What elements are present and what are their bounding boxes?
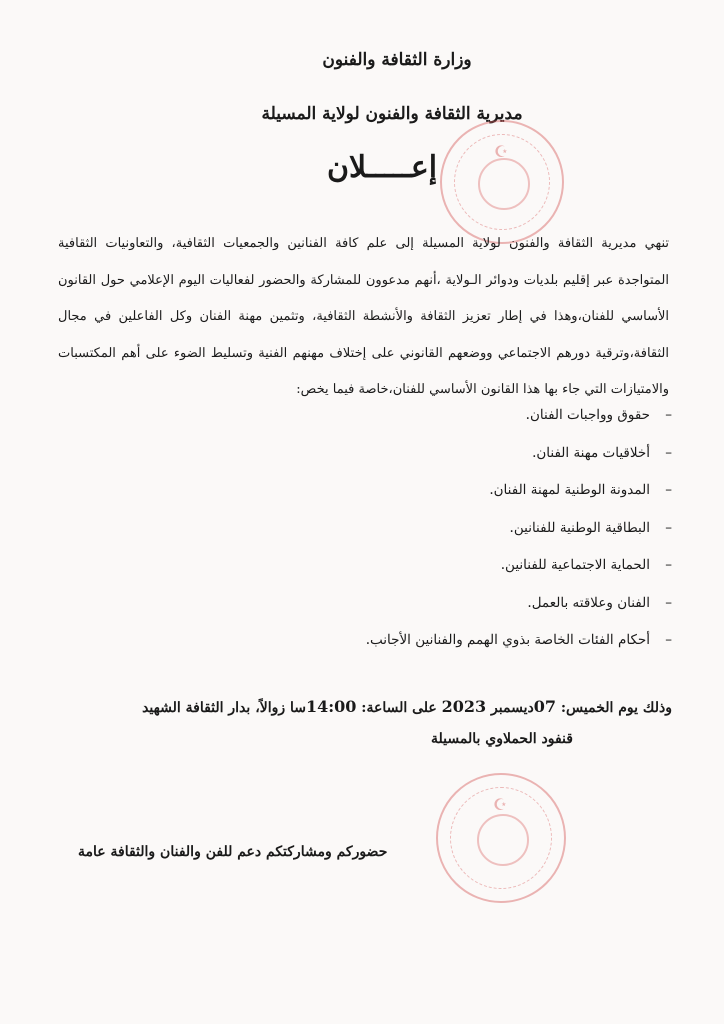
closing-statement: حضوركم ومشاركتكم دعم للفن والفنان والثقافة عامة xyxy=(78,844,388,860)
list-item-text: المدونة الوطنية لمهنة الفنان. xyxy=(489,482,650,498)
announcement-title: إعـــــلان xyxy=(326,150,438,185)
list-item-text: الفنان وعلاقته بالعمل. xyxy=(527,594,650,611)
seal-emblem xyxy=(478,158,530,210)
announcement-paragraph: تنهي مديرية الثقافة والفنون لولاية المسيلة إلى علم كافة الفنانين والجمعيات الثقافية، والتعاونيات الثقافية المتواجدة عبر إقليم بلديات ودوائر الـولاية ،أنهم مدعوون للمشاركة والحضور لفعاليات اليوم الإعلامي حول القانون الأساسي للفنان،وهذا في إطار تعزيز الثقافة والأنشطة الثقافية، وتثمين مهنة الفنان وكل الفاعلين في مجال الثقافة،وترقية دورهم الاجتماعي ووضعهم القانوني على إختلاف مهنهم الفنية وتسليط الضوء على أهم المكتسبات والامتيازات التي جاء بها هذا القانون الأساسي للفنان،خاصة فيما يخص: xyxy=(58,236,669,397)
official-seal-icon xyxy=(436,773,566,903)
list-item xyxy=(366,397,672,435)
list-item xyxy=(366,622,672,660)
event-day-label: وذلك يوم الخميس: xyxy=(555,700,672,716)
dash-bullet: – xyxy=(665,632,672,648)
dash-bullet: – xyxy=(665,482,672,498)
topics-list xyxy=(366,397,672,660)
list-item-text: حقوق وواجبات الفنان. xyxy=(525,407,650,423)
list-item xyxy=(366,435,672,473)
event-month: ديسمبر xyxy=(486,700,534,716)
event-time: 14:00 xyxy=(305,697,357,716)
list-item-text: الحماية الاجتماعية للفنانين. xyxy=(500,557,650,573)
ministry-heading: وزارة الثقافة والفنون xyxy=(322,50,472,70)
dash-bullet: – xyxy=(665,407,672,423)
directorate-heading: مديرية الثقافة والفنون لولاية المسيلة xyxy=(261,104,523,124)
dash-bullet: – xyxy=(665,594,672,611)
event-venue: قنفود الحملاوي بالمسيلة xyxy=(431,731,573,747)
dash-bullet: – xyxy=(665,557,672,573)
event-year: 2023 xyxy=(441,697,487,716)
event-datetime xyxy=(142,697,672,716)
list-item xyxy=(366,510,672,548)
event-time-label: على الساعة: xyxy=(356,700,442,716)
event-date-number: 07 xyxy=(533,697,556,716)
crescent-star-icon: ☪ xyxy=(494,142,509,161)
event-time-suffix: سا زوالاً، بدار الثقافة الشهيد xyxy=(142,700,306,716)
crescent-star-icon: ☪ xyxy=(493,795,508,814)
dash-bullet: – xyxy=(665,519,672,536)
list-item xyxy=(366,547,672,585)
list-item xyxy=(366,585,672,623)
list-item xyxy=(366,472,672,510)
dash-bullet: – xyxy=(665,444,672,461)
list-item-text: أخلاقيات مهنة الفنان. xyxy=(532,444,650,461)
seal-emblem xyxy=(477,814,529,866)
list-item-text: البطاقية الوطنية للفنانين. xyxy=(509,519,650,536)
list-item-text: أحكام الفئات الخاصة بذوي الهمم والفنانين الأجانب. xyxy=(365,632,650,648)
